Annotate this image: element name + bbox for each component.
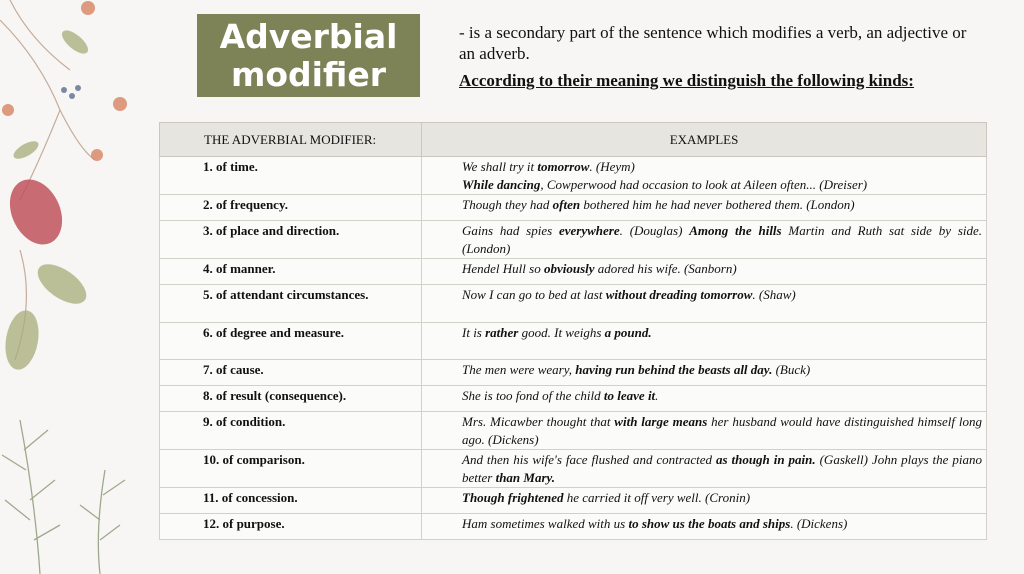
kinds-heading: According to their meaning we distinguish the following kinds:	[459, 71, 914, 90]
modifier-kind: 11. of concession.	[160, 488, 422, 514]
table-row	[160, 412, 987, 450]
modifier-example: Gains had spies everywhere. (Douglas) Among the hills Martin and Ruth sat side by side. (London)	[422, 221, 987, 259]
floral-decoration	[0, 0, 150, 574]
adverbial-modifier-table	[159, 122, 987, 540]
modifier-kind: 10. of comparison.	[160, 450, 422, 488]
modifier-example: The men were weary, having run behind the beasts all day. (Buck)	[422, 360, 987, 386]
table-row	[160, 450, 987, 488]
table-row	[160, 360, 987, 386]
table-row	[160, 157, 987, 195]
table-row	[160, 488, 987, 514]
modifier-example: It is rather good. It weighs a pound.	[422, 323, 987, 360]
modifier-kind: 4. of manner.	[160, 259, 422, 285]
modifier-example: Mrs. Micawber thought that with large means her husband would have distinguished himself long ago. (Dickens)	[422, 412, 987, 450]
table-row	[160, 386, 987, 412]
table-row	[160, 195, 987, 221]
header-modifier: THE ADVERBIAL MODIFIER:	[160, 123, 422, 157]
table-row	[160, 323, 987, 360]
table-row	[160, 285, 987, 323]
definition-block	[459, 22, 979, 91]
header-examples: EXAMPLES	[422, 123, 987, 157]
modifier-example: We shall try it tomorrow. (Heym) While dancing, Cowperwood had occasion to look at Aileen often... (Dreiser)	[422, 157, 987, 195]
modifier-kind: 1. of time.	[160, 157, 422, 195]
modifier-kind: 6. of degree and measure.	[160, 323, 422, 360]
modifier-example: Ham sometimes walked with us to show us the boats and ships. (Dickens)	[422, 514, 987, 540]
modifier-kind: 2. of frequency.	[160, 195, 422, 221]
modifier-example: She is too fond of the child to leave it.	[422, 386, 987, 412]
modifier-example: Now I can go to bed at last without dreading tomorrow. (Shaw)	[422, 285, 987, 323]
slide-title	[197, 14, 420, 97]
table-row	[160, 514, 987, 540]
modifier-example: And then his wife's face flushed and contracted as though in pain. (Gaskell) John plays the piano better than Mary.	[422, 450, 987, 488]
definition-text: - is a secondary part of the sentence which modifies a verb, an adjective or an adverb.	[459, 23, 967, 63]
modifier-kind: 9. of condition.	[160, 412, 422, 450]
table-row	[160, 221, 987, 259]
modifier-kind: 7. of cause.	[160, 360, 422, 386]
table-row	[160, 259, 987, 285]
modifier-kind: 5. of attendant circumstances.	[160, 285, 422, 323]
title-line-2: modifier	[230, 54, 387, 94]
title-line-1: Adverbial	[219, 16, 398, 56]
modifier-kind: 12. of purpose.	[160, 514, 422, 540]
modifier-kind: 8. of result (consequence).	[160, 386, 422, 412]
modifier-example: Hendel Hull so obviously adored his wife. (Sanborn)	[422, 259, 987, 285]
modifier-example: Though frightened he carried it off very well. (Cronin)	[422, 488, 987, 514]
modifier-example: Though they had often bothered him he had never bothered them. (London)	[422, 195, 987, 221]
modifier-kind: 3. of place and direction.	[160, 221, 422, 259]
table-header-row	[160, 123, 987, 157]
